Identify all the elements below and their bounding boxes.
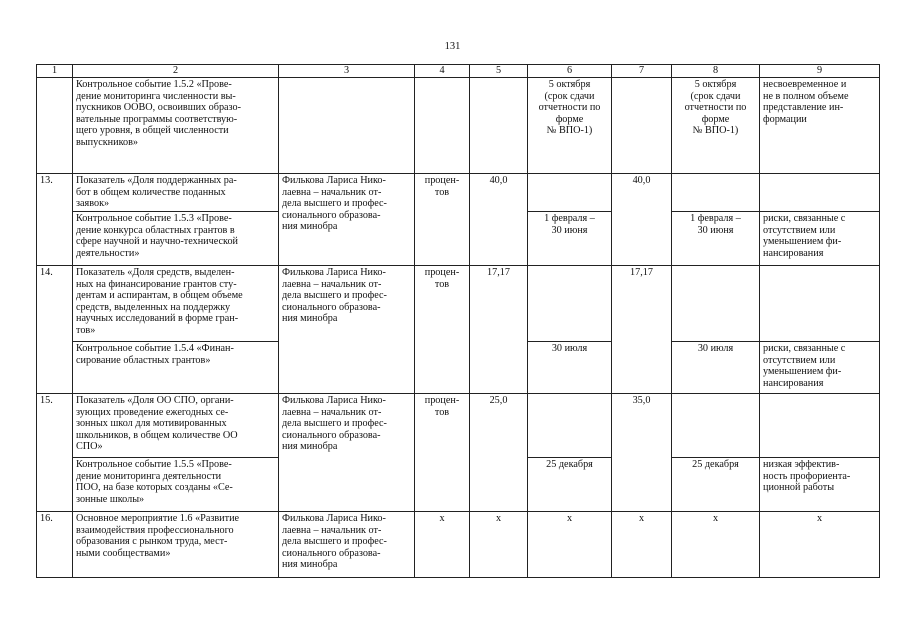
cell-description: Основное мероприятие 1.6 «Развитие взаимодействия профессионального образования с рынком труда, мест- ными сообществами» [73, 512, 279, 578]
cell-date-end [672, 394, 760, 458]
cell-date-end [672, 266, 760, 342]
cell-responsible: Филькова Лариса Нико- лаевна – начальник от- дела высшего и профес- сионального образова- ния минобра [279, 512, 415, 578]
cell-date-start [528, 174, 612, 212]
cell-value-2: 40,0 [612, 174, 672, 266]
table-row [37, 266, 880, 342]
cell-description: Контрольное событие 1.5.5 «Прове- дение мониторинга деятельности ПОО, на базе которых созданы «Се- зонные школы» [73, 458, 279, 512]
header-col-7: 7 [612, 65, 672, 78]
cell-description: Контрольное событие 1.5.4 «Финан- сирование областных грантов» [73, 342, 279, 394]
header-row [37, 65, 880, 78]
table-row [37, 78, 880, 174]
cell-description: Контрольное событие 1.5.3 «Прове- дение конкурса областных грантов в сфере научной и научно-технической деятельности» [73, 212, 279, 266]
cell-value: 40,0 [470, 174, 528, 266]
cell-date-end [672, 174, 760, 212]
cell-risk [760, 266, 880, 342]
cell-responsible [279, 78, 415, 174]
cell-num: 13. [37, 174, 73, 266]
cell-date-end: 30 июля [672, 342, 760, 394]
cell-description: Показатель «Доля ОО СПО, органи- зующих проведение ежегодных се- зонных школ для мотивированных школьников, в общем количестве ОО СПО» [73, 394, 279, 458]
cell-description: Контрольное событие 1.5.2 «Прове- дение мониторинга численности вы- пускников ООВО, освоивших образо- вательные программы соответствую- щего уровня, в общей численности выпускников» [73, 78, 279, 174]
cell-risk: риски, связанные с отсутствием или уменьшением фи- нансирования [760, 342, 880, 394]
cell-date-start: 25 декабря [528, 458, 612, 512]
cell-value: 17,17 [470, 266, 528, 394]
cell-risk [760, 174, 880, 212]
cell-responsible: Филькова Лариса Нико- лаевна – начальник от- дела высшего и профес- сионального образова- ния минобра [279, 266, 415, 394]
cell-num [37, 78, 73, 174]
table-row [37, 174, 880, 212]
cell-date-start: х [528, 512, 612, 578]
header-col-8: 8 [672, 65, 760, 78]
cell-value-2: 35,0 [612, 394, 672, 512]
cell-num: 16. [37, 512, 73, 578]
header-col-5: 5 [470, 65, 528, 78]
header-col-2: 2 [73, 65, 279, 78]
header-col-1: 1 [37, 65, 73, 78]
cell-date-start [528, 266, 612, 342]
cell-value: 25,0 [470, 394, 528, 512]
cell-value-2: х [612, 512, 672, 578]
header-col-3: 3 [279, 65, 415, 78]
header-col-4: 4 [415, 65, 470, 78]
cell-risk [760, 394, 880, 458]
cell-date-start: 1 февраля – 30 июня [528, 212, 612, 266]
cell-unit: процен- тов [415, 394, 470, 512]
cell-date-start: 5 октября (срок сдачи отчетности по форме № ВПО-1) [528, 78, 612, 174]
cell-unit: процен- тов [415, 174, 470, 266]
cell-responsible: Филькова Лариса Нико- лаевна – начальник от- дела высшего и профес- сионального образова- ния минобра [279, 174, 415, 266]
cell-unit: процен- тов [415, 266, 470, 394]
cell-num: 14. [37, 266, 73, 394]
header-col-9: 9 [760, 65, 880, 78]
cell-date-start: 30 июля [528, 342, 612, 394]
cell-value: х [470, 512, 528, 578]
cell-unit [415, 78, 470, 174]
cell-risk: х [760, 512, 880, 578]
page-number: 131 [444, 41, 461, 52]
cell-risk: низкая эффектив- ность профориента- ционной работы [760, 458, 880, 512]
header-col-6: 6 [528, 65, 612, 78]
cell-num: 15. [37, 394, 73, 512]
cell-date-end: 25 декабря [672, 458, 760, 512]
table-row [37, 512, 880, 578]
cell-date-end: 1 февраля – 30 июня [672, 212, 760, 266]
cell-description: Показатель «Доля поддержанных ра- бот в общем количестве поданных заявок» [73, 174, 279, 212]
cell-unit: х [415, 512, 470, 578]
cell-value-2: 17,17 [612, 266, 672, 394]
cell-date-end: х [672, 512, 760, 578]
cell-risk: несвоевременное и не в полном объеме представление ин- формации [760, 78, 880, 174]
cell-responsible: Филькова Лариса Нико- лаевна – начальник от- дела высшего и профес- сионального образова- ния минобра [279, 394, 415, 512]
cell-value [470, 78, 528, 174]
cell-risk: риски, связанные с отсутствием или уменьшением фи- нансирования [760, 212, 880, 266]
cell-date-start [528, 394, 612, 458]
cell-date-end: 5 октября (срок сдачи отчетности по форме № ВПО-1) [672, 78, 760, 174]
table-row [37, 394, 880, 458]
plan-table [36, 64, 880, 578]
cell-value-2 [612, 78, 672, 174]
cell-description: Показатель «Доля средств, выделен- ных на финансирование грантов сту- дентам и аспирантам, в общем объеме средств, выделенных на поддержку научных исследований в форме гран- тов» [73, 266, 279, 342]
